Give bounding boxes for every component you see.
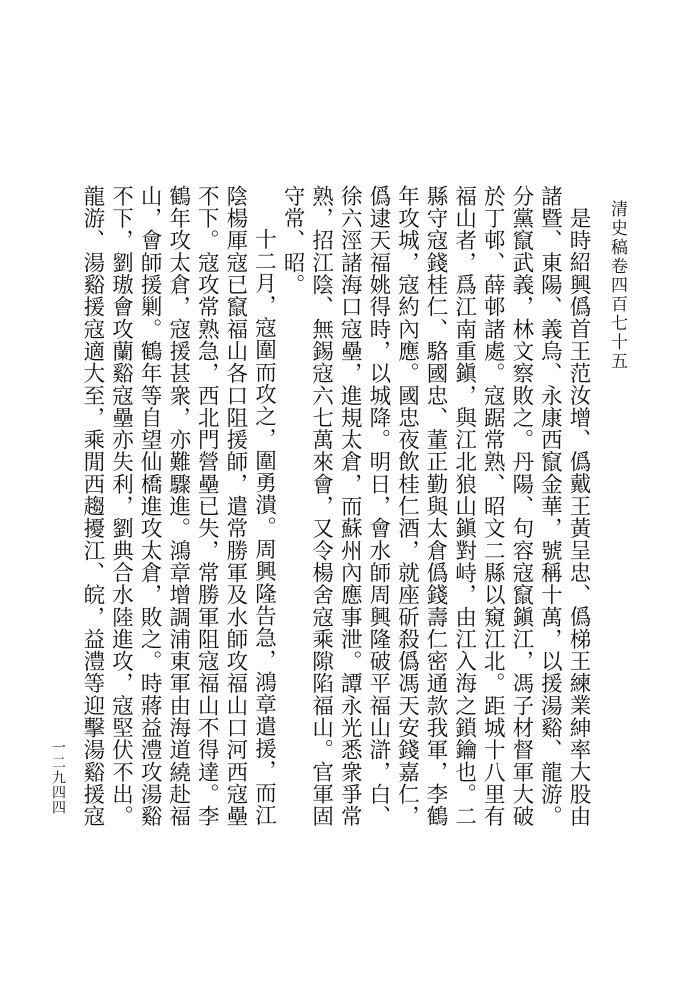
- paragraph-1: 是時紹興僞首王范汝增、僞戴王黃呈忠、僞梯王練業紳率大股由諸暨、東陽、義烏、永康西竄金華，號稱十萬，以援湯谿、龍游。分黨竄武義，林文察敗之。丹陽、句容寇竄鎭江，馮子材督軍大破於丁邨、薛邨諸處。寇踞常熟、昭文二縣以窺江北。距城十八里有福山者，爲江南重鎭，與江北狼山鎭對峙，由江入海之鎖鑰也。二縣守寇錢桂仁、駱國忠、董正勤與太倉僞錢壽仁密通款我軍，李鶴年攻城，寇約內應。國忠夜飲桂仁酒，就座斫殺僞馮天安錢嘉仁，僞逮天福姚得時，以城降。明日，會水師周興隆破平福山滸，白、徐六涇諸海口寇壘，進規太倉，而蘇州內應事泄。譚永光悉衆爭常熟，招江陰、無錫寇六七萬來會，又令楊舍寇乘隙陷福山。官軍固守常、昭。: [280, 185, 591, 828]
- paragraph-2: 十二月，寇圍而攻之，圍勇潰。周興隆告急，鴻章遣援，而江陰楊厙寇已竄福山各口阻援師，遣常勝軍及水師攻福山口河西寇壘不下。寇攻常熟急，西北門營壘已失，常勝軍阻寇福山不得達。李鶴年攻太倉，寇援甚衆，亦難驟進。鴻章增調浦東軍由海道繞赴福山，會師援剿。鶴年等自望仙橋進攻太倉，敗之。時蔣益澧攻湯谿不下，劉璈會攻蘭谿寇壘亦失利，劉典合水陸進攻，寇堅伏不出。龍游、湯谿援寇適大至，乘閒西趨擾江、皖，益澧等迎擊湯谿援寇: [79, 185, 277, 828]
- main-text-block: [76, 185, 592, 835]
- book-title-header: 清史稿卷四百七十五: [607, 200, 627, 371]
- page-number: 一二九四四: [50, 740, 66, 815]
